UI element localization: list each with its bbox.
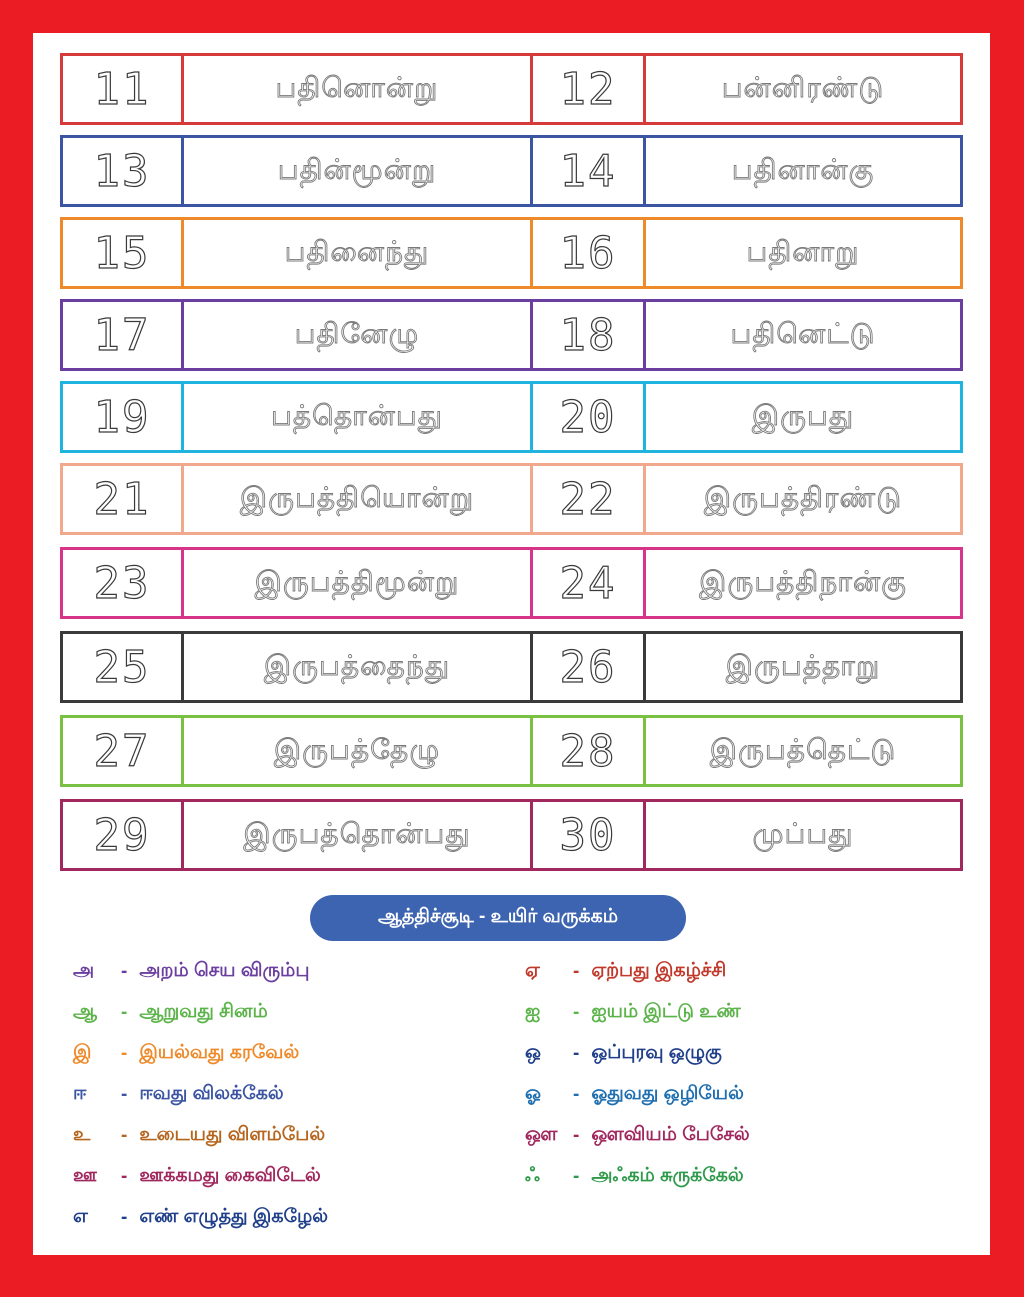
number-cell — [63, 302, 181, 368]
number-word-text: இருபத்தெட்டு — [709, 732, 897, 766]
number-text: 21 — [93, 473, 151, 525]
number-word-text: இருபது — [751, 398, 855, 432]
aathichoodi-text: ஓதுவது ஒழியேல் — [591, 1082, 744, 1104]
number-text: 30 — [559, 809, 617, 861]
number-text: 20 — [559, 391, 617, 443]
aathichoodi-text: ஐயம் இட்டு உண் — [591, 1000, 741, 1022]
aathichoodi-line — [73, 1074, 513, 1115]
separator-dash: - — [121, 1124, 128, 1146]
vowel-letter: ஆ — [73, 1000, 98, 1022]
aathichoodi-line — [73, 951, 513, 992]
number-cell — [63, 56, 181, 122]
number-word-text: இருபத்தேழு — [273, 732, 441, 766]
number-text: 22 — [559, 473, 617, 525]
number-word-text: இருபத்திமூன்று — [254, 564, 460, 598]
vowel-letter: ஔ — [525, 1123, 558, 1145]
aathichoodi-text: ஈவது விலக்கேல் — [139, 1082, 284, 1104]
aathichoodi-line — [73, 1156, 513, 1197]
separator-dash: - — [573, 1083, 580, 1105]
number-cell — [530, 302, 643, 368]
separator-dash: - — [573, 1165, 580, 1187]
word-cell — [181, 718, 530, 784]
number-word-text: முப்பது — [752, 816, 854, 850]
number-row — [60, 299, 963, 371]
vowel-letter: உ — [73, 1123, 91, 1145]
number-row — [60, 135, 963, 207]
vowel-letter: ஓ — [525, 1082, 541, 1104]
word-cell — [181, 220, 530, 286]
separator-dash: - — [573, 960, 580, 982]
number-word-text: பன்னிரண்டு — [721, 70, 885, 104]
number-word-text: இருபத்தைந்து — [263, 648, 451, 682]
word-cell — [181, 302, 530, 368]
number-text: 15 — [93, 227, 151, 279]
number-cell — [530, 220, 643, 286]
vowel-letter: ஃ — [525, 1164, 540, 1186]
number-text: 14 — [559, 145, 617, 197]
number-cell — [63, 634, 181, 700]
number-cell — [63, 466, 181, 532]
aathichoodi-line — [73, 992, 513, 1033]
vowel-letter: ஊ — [73, 1164, 97, 1186]
worksheet — [33, 33, 990, 1255]
number-word-text: பதினாறு — [746, 234, 860, 268]
number-text: 25 — [93, 641, 151, 693]
aathichoodi-text: உடையது விளம்பேல் — [139, 1123, 326, 1145]
separator-dash: - — [573, 1001, 580, 1023]
number-cell — [63, 384, 181, 450]
vowel-letter: ஒ — [525, 1041, 541, 1063]
vowel-letter: ஈ — [73, 1082, 87, 1104]
aathichoodi-text: ஆறுவது சினம் — [139, 1000, 268, 1022]
number-text: 24 — [559, 557, 617, 609]
word-cell — [181, 802, 530, 868]
word-cell — [643, 634, 960, 700]
number-cell — [530, 550, 643, 616]
numbers-table — [60, 53, 963, 883]
number-cell — [530, 384, 643, 450]
word-cell — [643, 220, 960, 286]
number-text: 12 — [559, 63, 617, 115]
vowel-letter: இ — [73, 1041, 92, 1063]
separator-dash: - — [121, 1042, 128, 1064]
aathichoodi-line — [73, 1033, 513, 1074]
number-cell — [530, 56, 643, 122]
aathichoodi-line — [525, 1156, 965, 1197]
number-text: 17 — [93, 309, 151, 361]
aathichoodi-text: ஔவியம் பேசேல் — [591, 1123, 750, 1145]
aathichoodi-text: எண் எழுத்து இகழேல் — [139, 1205, 329, 1227]
number-word-text: பதினேழு — [294, 316, 420, 350]
aathichoodi-text: ஒப்புரவு ஒழுகு — [591, 1041, 722, 1063]
number-text: 16 — [559, 227, 617, 279]
number-cell — [63, 718, 181, 784]
aathichoodi-line — [525, 951, 965, 992]
aathichoodi-text: இயல்வது கரவேல் — [139, 1041, 300, 1063]
vowel-letter: அ — [73, 959, 95, 981]
word-cell — [643, 138, 960, 204]
aathichoodi-line — [73, 1115, 513, 1156]
number-word-text: இருபத்தொன்பது — [243, 816, 471, 850]
number-cell — [63, 138, 181, 204]
word-cell — [181, 384, 530, 450]
number-row — [60, 631, 963, 703]
separator-dash: - — [121, 1165, 128, 1187]
separator-dash: - — [573, 1042, 580, 1064]
word-cell — [643, 802, 960, 868]
word-cell — [643, 302, 960, 368]
aathichoodi-title: ஆத்திச்சூடி - உயிர் வருக்கம் — [310, 895, 686, 941]
number-row — [60, 381, 963, 453]
aathichoodi-right-column — [525, 951, 965, 1197]
number-text: 23 — [93, 557, 151, 609]
number-word-text: இருபத்தியொன்று — [239, 480, 475, 514]
number-row — [60, 217, 963, 289]
number-row — [60, 53, 963, 125]
separator-dash: - — [121, 1083, 128, 1105]
number-text: 13 — [93, 145, 151, 197]
word-cell — [181, 56, 530, 122]
separator-dash: - — [573, 1124, 580, 1146]
aathichoodi-line — [525, 1033, 965, 1074]
word-cell — [181, 634, 530, 700]
number-cell — [63, 220, 181, 286]
number-text: 29 — [93, 809, 151, 861]
vowel-letter: ஐ — [525, 1000, 541, 1022]
number-text: 18 — [559, 309, 617, 361]
number-text: 11 — [93, 63, 151, 115]
number-word-text: பதினைந்து — [284, 234, 430, 268]
word-cell — [181, 138, 530, 204]
word-cell — [643, 550, 960, 616]
number-cell — [530, 138, 643, 204]
number-cell — [530, 718, 643, 784]
number-text: 19 — [93, 391, 151, 443]
number-cell — [530, 466, 643, 532]
number-row — [60, 547, 963, 619]
number-text: 26 — [559, 641, 617, 693]
number-cell — [530, 634, 643, 700]
number-cell — [63, 802, 181, 868]
separator-dash: - — [121, 1001, 128, 1023]
word-cell — [181, 550, 530, 616]
aathichoodi-left-column — [73, 951, 513, 1238]
number-text: 27 — [93, 725, 151, 777]
vowel-letter: எ — [73, 1205, 88, 1227]
word-cell — [643, 718, 960, 784]
separator-dash: - — [121, 960, 128, 982]
number-text: 28 — [559, 725, 617, 777]
word-cell — [643, 56, 960, 122]
aathichoodi-text: ஊக்கமது கைவிடேல் — [139, 1164, 321, 1186]
aathichoodi-line — [525, 992, 965, 1033]
aathichoodi-line — [73, 1197, 513, 1238]
number-word-text: பதினெட்டு — [730, 316, 876, 350]
number-word-text: இருபத்திரண்டு — [703, 480, 903, 514]
vowel-letter: ஏ — [525, 959, 540, 981]
word-cell — [643, 466, 960, 532]
aathichoodi-line — [525, 1074, 965, 1115]
number-word-text: இருபத்தாறு — [725, 648, 881, 682]
number-row — [60, 799, 963, 871]
number-word-text: பத்தொன்பது — [270, 398, 443, 432]
number-row — [60, 463, 963, 535]
separator-dash: - — [121, 1206, 128, 1228]
number-cell — [63, 550, 181, 616]
number-word-text: பதினான்கு — [731, 152, 875, 186]
word-cell — [181, 466, 530, 532]
number-cell — [530, 802, 643, 868]
aathichoodi-text: அஃகம் சுருக்கேல் — [591, 1164, 744, 1186]
number-row — [60, 715, 963, 787]
word-cell — [643, 384, 960, 450]
aathichoodi-text: அறம் செய விரும்பு — [139, 959, 310, 981]
number-word-text: பதின்மூன்று — [277, 152, 437, 186]
aathichoodi-line — [525, 1115, 965, 1156]
aathichoodi-text: ஏற்பது இகழ்ச்சி — [591, 959, 727, 981]
number-word-text: இருபத்திநான்கு — [699, 564, 907, 598]
number-word-text: பதினொன்று — [275, 70, 439, 104]
